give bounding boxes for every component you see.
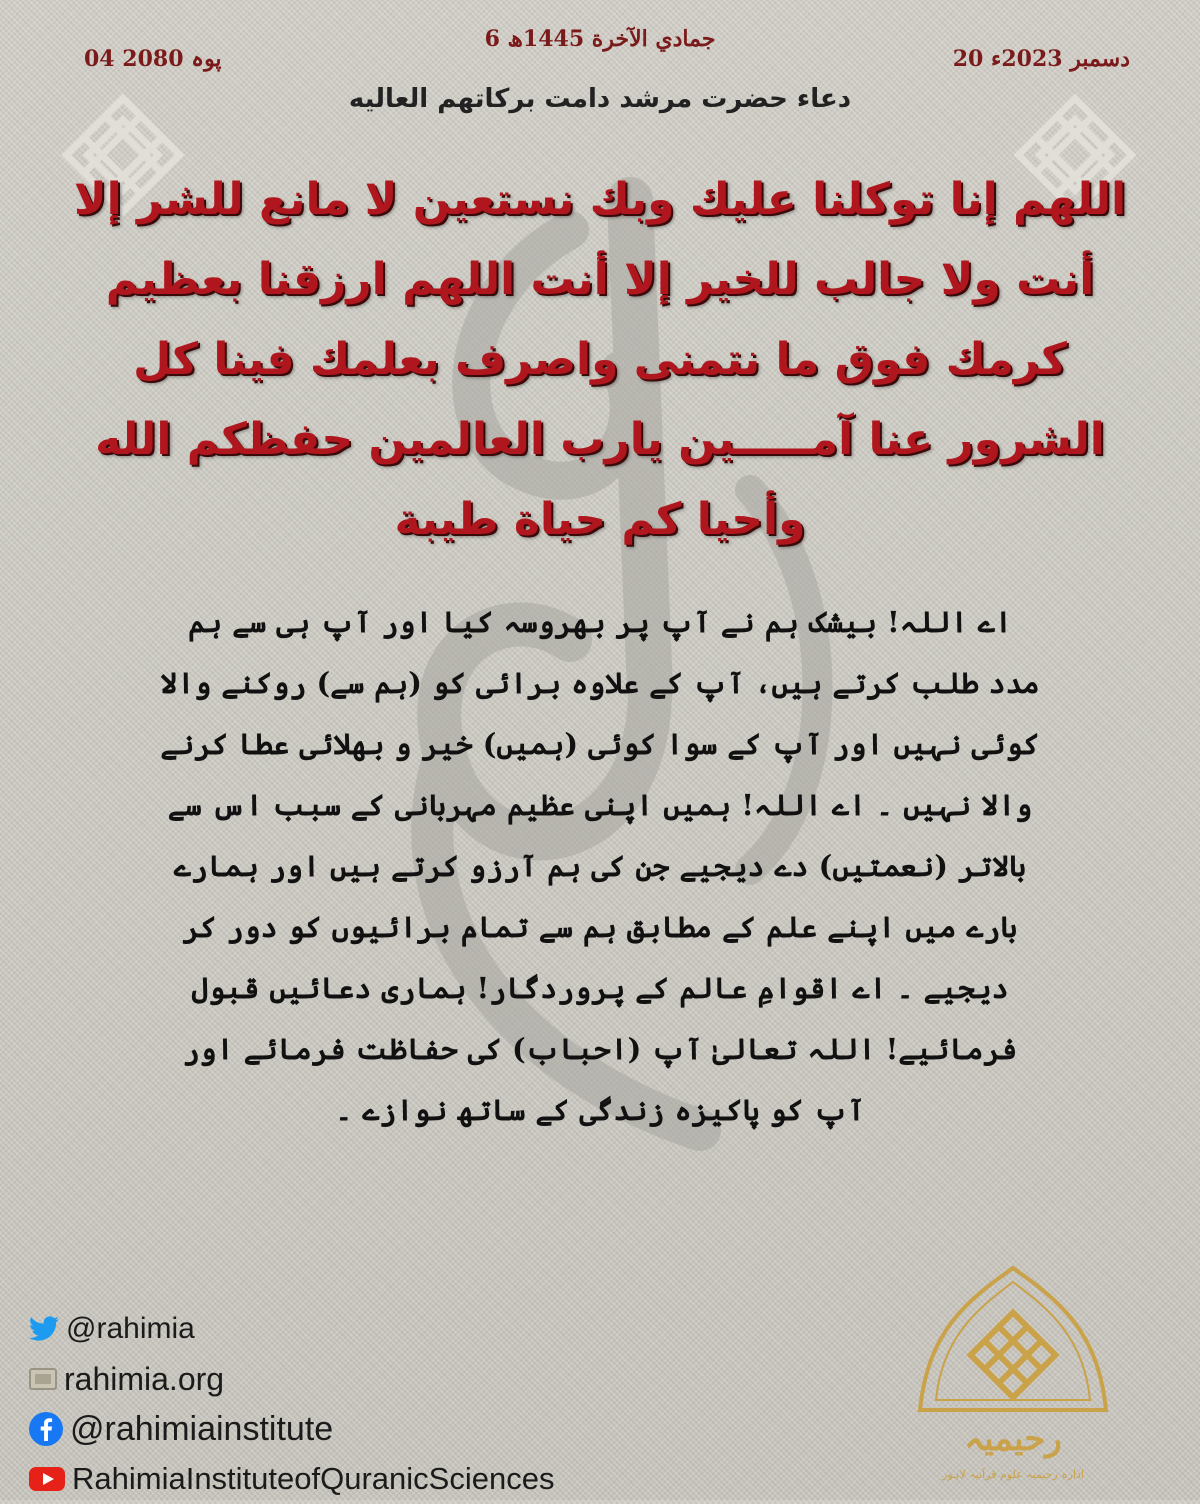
urdu-translation-text: اے اللہ! بیشک ہم نے آپ پر بھروسہ کیا اور آپ ہی سے ہم مدد طلب کرتے ہیں، آپ کے علاوہ برائی کو (ہم سے) روکنے والا کوئی نہیں اور آپ کے سوا کوئی (ہمیں) خیر و بھلائی عطا کرنے والا نہیں ۔ اے اللہ! ہمیں اپنی عظیم مہربانی کے سبب اس سے بالاتر (نعمتیں) دے دیجیے جن کی ہم آرزو کرتے ہیں اور ہمارے بارے میں اپنے علم کے مطابق ہم سے تمام برائیوں کو دور کر دیجیے ۔ اے اقوامِ عالم کے پروردگار! ہماری دعائیں قبول فرمائیے! اللہ تعالیٰ آپ (احباب) کی حفاظت فرمائے اور آپ کو پاکیزہ زندگی کے ساتھ نوازے ۔ <box>160 605 1040 1127</box>
hijri-date: 6 جمادي الآخرة 1445ھ <box>484 26 716 52</box>
facebook-icon <box>28 1411 64 1447</box>
twitter-link[interactable] <box>28 1304 554 1354</box>
arabic-dua-text: اللهم إنا توكلنا عليك وبك نستعين لا مانع للشر إلا أنت ولا جالب للخير إلا أنت اللهم ارزقنا بعظيم كرمك فوق ما نتمنى واصرف بعلمك فينا كل الشرور عنا آمـــــين يارب العالمين حفظكم الله وأحيا كم حياة طيبة <box>73 174 1127 545</box>
dua-title: دعاء حضرت مرشد دامت بركاتهم العاليه <box>348 84 852 114</box>
facebook-handle: @rahimiainstitute <box>70 1409 334 1448</box>
bikrami-date: 04 پوہ 2080 <box>84 46 222 72</box>
logo-name: رحیمیہ <box>964 1419 1062 1459</box>
rahimia-logo <box>908 1260 1118 1490</box>
social-links <box>28 1304 554 1504</box>
website-link[interactable] <box>28 1354 554 1404</box>
youtube-channel: RahimiaInstituteofQuranicSciences <box>72 1461 555 1496</box>
logo-subtitle: ادارہ رحیمیہ علوم قرآنیہ لاہور <box>942 1468 1084 1481</box>
youtube-link[interactable] <box>28 1454 554 1504</box>
twitter-icon <box>28 1315 60 1343</box>
gregorian-date: 20 دسمبر 2023ء <box>952 46 1130 72</box>
facebook-link[interactable] <box>28 1404 554 1454</box>
youtube-icon <box>28 1465 66 1493</box>
website-icon <box>28 1366 58 1392</box>
website-url: rahimia.org <box>64 1360 225 1397</box>
twitter-handle: @rahimia <box>66 1312 195 1345</box>
